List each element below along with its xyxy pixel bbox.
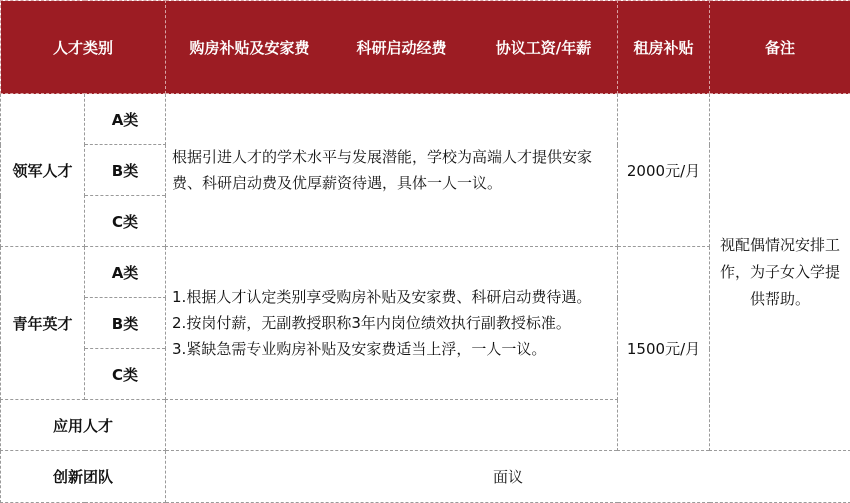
youth-item-2: 2.按岗付薪，无副教授职称3年内岗位绩效执行副教授标准。 — [172, 310, 611, 336]
youth-rent-subsidy: 1500元/月 — [618, 247, 710, 451]
youth-class-a: A类 — [85, 247, 166, 298]
youth-talent-label: 青年英才 — [1, 247, 85, 400]
header-rent-subsidy: 租房补贴 — [618, 1, 710, 94]
header-salary: 协议工资/年薪 — [470, 37, 617, 58]
header-category: 人才类别 — [1, 1, 166, 94]
applied-talent-label: 应用人才 — [1, 400, 166, 451]
header-remarks: 备注 — [710, 1, 850, 94]
header-research-fund: 科研启动经费 — [333, 37, 470, 58]
table-row — [1, 94, 850, 145]
youth-item-1: 1.根据人才认定类别享受购房补贴及安家费、科研启动费待遇。 — [172, 284, 611, 310]
leading-class-c: C类 — [85, 196, 166, 247]
youth-talent-description — [166, 247, 618, 400]
remarks-cell — [710, 94, 850, 451]
innovation-team-value: 面议 — [166, 451, 850, 503]
leading-class-a: A类 — [85, 94, 166, 145]
innovation-team-label: 创新团队 — [1, 451, 166, 503]
leading-description-text: 根据引进人才的学术水平与发展潜能，学校为高端人才提供安家费、科研启动费及优厚薪资待遇，具体一人一议。 — [172, 144, 611, 196]
table-row — [1, 451, 850, 503]
header-housing-subsidy: 购房补贴及安家费 — [166, 37, 333, 58]
remarks-text: 视配偶情况安排工作，为子女入学提供帮助。 — [720, 236, 840, 308]
leading-talent-label: 领军人才 — [1, 94, 85, 247]
leading-class-b: B类 — [85, 145, 166, 196]
youth-item-3: 3.紧缺急需专业购房补贴及安家费适当上浮，一人一议。 — [172, 336, 611, 362]
youth-class-b: B类 — [85, 298, 166, 349]
applied-talent-description — [166, 400, 618, 451]
leading-talent-description — [166, 94, 618, 247]
leading-rent-subsidy: 2000元/月 — [618, 94, 710, 247]
youth-class-c: C类 — [85, 349, 166, 400]
header-housing-research-salary — [166, 1, 618, 94]
header-row — [1, 1, 850, 94]
